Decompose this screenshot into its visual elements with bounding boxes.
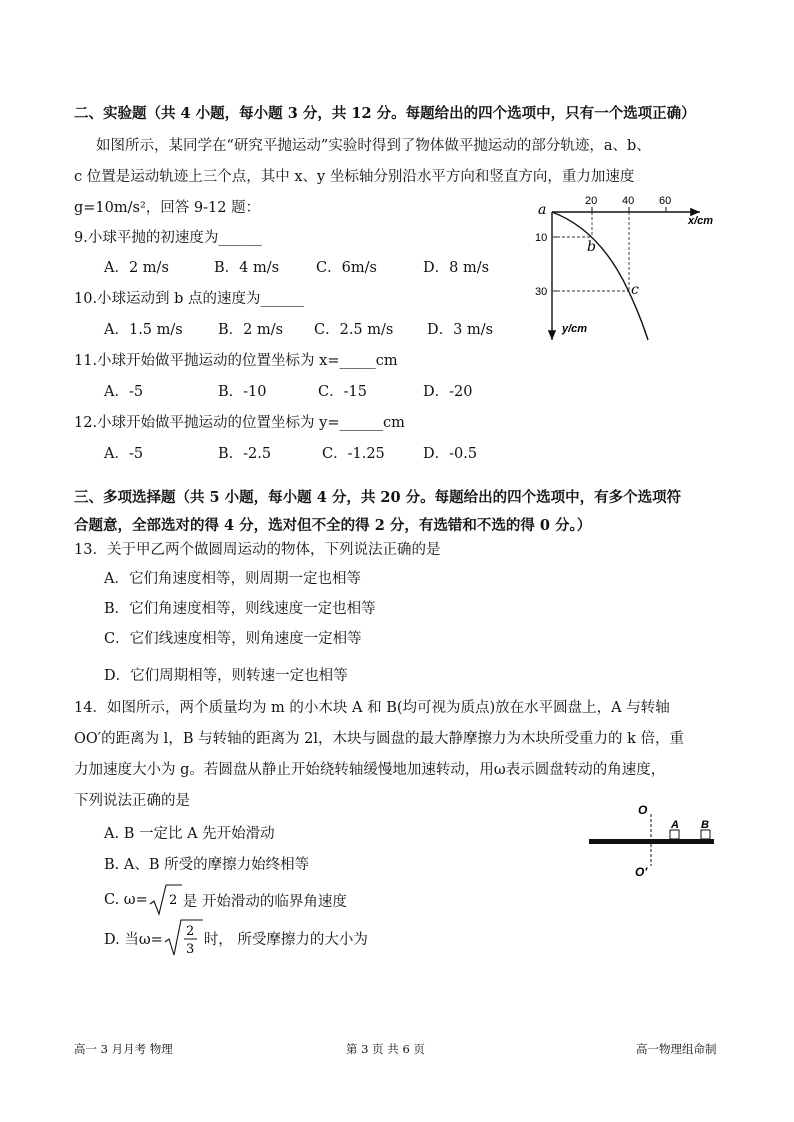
section3-header-line2: 合题意，全部选对的得 4 分，选对但不全的得 2 分，有选错和不选的得 0 分。）: [74, 517, 592, 534]
q14-line1: 14．如图所示，两个质量均为 m 的小木块 A 和 B(均可视为质点)放在水平圆盘上，A 与转轴: [74, 700, 670, 716]
section2-intro-line3: g=10m/s²，回答 9-12 题：: [74, 200, 261, 216]
q10-option-d: D．3 m/s: [427, 322, 494, 338]
origin-label: a: [538, 202, 547, 218]
point-b-label: b: [587, 239, 596, 255]
q13-stem: 13．关于甲乙两个做圆周运动的物体，下列说法正确的是: [74, 542, 441, 558]
footer-left: 高一 3 月月考 物理: [74, 1042, 173, 1056]
q14-option-c-radicand: 2: [168, 893, 178, 908]
axis-bottom-label: O′: [635, 865, 648, 879]
q13-option-b: B．它们角速度相等，则线速度一定也相等: [104, 601, 376, 617]
y-tick-30: 30: [535, 286, 548, 298]
block-b-label: B: [701, 819, 709, 831]
q13-option-a: A．它们角速度相等，则周期一定也相等: [104, 571, 361, 587]
q9-option-a: A．2 m/s: [104, 260, 169, 276]
q12-option-d: D．-0.5: [423, 446, 478, 462]
q10-option-b: B．2 m/s: [218, 322, 284, 338]
q14-option-b: B. A、B 所受的摩擦力始终相等: [104, 857, 310, 873]
footer-right: 高一物理组命制: [636, 1042, 717, 1056]
trajectory-curve: [552, 212, 648, 340]
q11-option-c: C．-15: [318, 384, 367, 400]
q14-option-d-suffix: 时， 所受摩擦力的大小为: [203, 931, 368, 948]
q9-option-b: B．4 m/s: [214, 260, 280, 276]
point-c-label: c: [631, 282, 639, 298]
sqrt-symbol: [149, 882, 183, 918]
q12-option-c: C．-1.25: [322, 446, 385, 462]
q11-option-a: A．-5: [104, 384, 144, 400]
x-tick-60: 60: [659, 195, 672, 207]
x-axis-label: x/cm: [688, 215, 714, 227]
q14-option-c-suffix: 是 开始滑动的临界角速度: [182, 893, 347, 910]
footer-page-number: 第 3 页 共 6 页: [346, 1042, 425, 1056]
q11-stem: 11.小球开始做平抛运动的位置坐标为 x=_____cm: [74, 353, 398, 369]
q12-option-a: A．-5: [104, 446, 144, 462]
q10-option-c: C．2.5 m/s: [314, 322, 394, 338]
section2-intro-line2: c 位置是运动轨迹上三个点，其中 x、y 坐标轴分别沿水平方向和竖直方向，重力加速度: [74, 169, 635, 185]
q12-stem: 12.小球开始做平抛运动的位置坐标为 y=______cm: [74, 415, 405, 431]
y-tick-10: 10: [535, 232, 548, 244]
q13-option-d: D．它们周期相等，则转速一定也相等: [104, 668, 348, 684]
q9-stem: 9.小球平抛的初速度为______: [74, 230, 262, 246]
section2-intro-line1: 如图所示，某同学在“研究平抛运动”实验时得到了物体做平抛运动的部分轨迹，a、b、: [96, 138, 651, 154]
q14-option-d-prefix: D. 当ω=: [104, 931, 163, 948]
q14-option-d-numerator: 2: [185, 924, 195, 939]
block-a: [670, 830, 679, 839]
section3-header-line1: 三、多项选择题（共 5 小题，每小题 4 分，共 20 分。每题给出的四个选项中，有多个选项符: [74, 489, 682, 506]
q14-option-d: [104, 918, 368, 958]
q14-option-d-denominator: 3: [185, 942, 195, 957]
q10-stem: 10.小球运动到 b 点的速度为______: [74, 291, 305, 307]
q14-line4: 下列说法正确的是: [74, 793, 190, 809]
x-tick-20: 20: [585, 195, 598, 207]
q11-option-b: B．-10: [218, 384, 267, 400]
q12-option-b: B．-2.5: [218, 446, 272, 462]
x-tick-40: 40: [622, 195, 635, 207]
q14-line2: OO′的距离为 l，B 与转轴的距离为 2l，木块与圆盘的最大静摩擦力为木块所受重力的 k 倍，重: [74, 731, 685, 747]
sqrt-fraction-symbol: [164, 918, 204, 958]
q9-option-c: C．6m/s: [316, 260, 377, 276]
q14-option-c-prefix: C. ω=: [104, 892, 148, 908]
block-a-label: A: [671, 819, 679, 831]
block-b: [701, 830, 710, 839]
q10-option-a: A．1.5 m/s: [104, 322, 183, 338]
trajectory-graph: [530, 190, 730, 350]
q14-option-c: [104, 882, 347, 918]
disk-figure: [585, 800, 720, 880]
q11-option-d: D．-20: [423, 384, 473, 400]
q9-option-d: D．8 m/s: [423, 260, 490, 276]
axis-top-label: O: [638, 803, 648, 817]
q14-line3: 力加速度大小为 g。若圆盘从静止开始绕转轴缓慢地加速转动，用ω表示圆盘转动的角速度，: [74, 762, 666, 778]
y-axis-label: y/cm: [562, 323, 588, 335]
section2-header: 二、实验题（共 4 小题，每小题 3 分，共 12 分。每题给出的四个选项中，只有一个选项正确）: [74, 105, 696, 122]
q14-option-a: A. B 一定比 A 先开始滑动: [104, 826, 275, 842]
disk-plate: [589, 839, 714, 844]
q13-option-c: C．它们线速度相等，则角速度一定相等: [104, 631, 362, 647]
